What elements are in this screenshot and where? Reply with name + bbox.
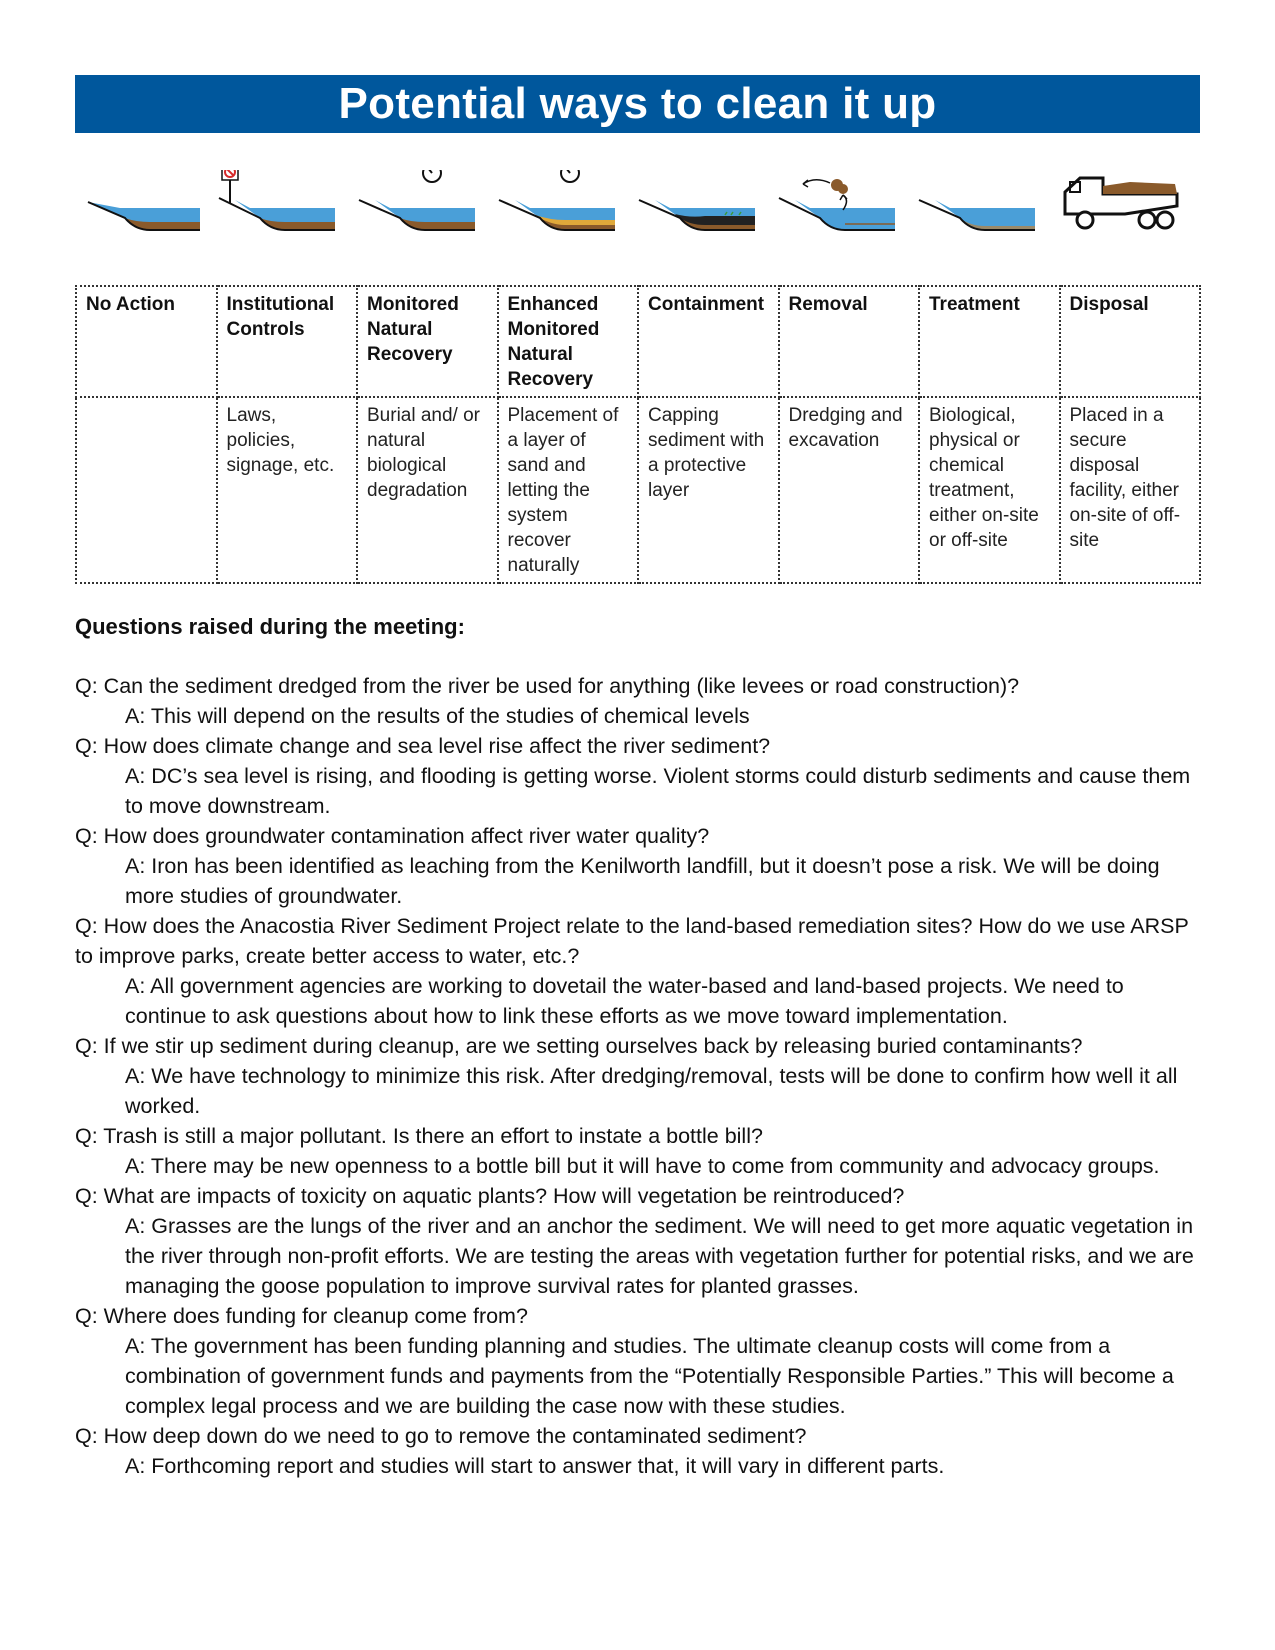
qa-heading: Questions raised during the meeting: [75,614,465,639]
timer-icon [355,170,495,250]
cap-layer-icon [635,170,775,250]
method-description: Placement of a layer of sand and letting the system recover naturally [498,397,639,583]
answer: A: There may be new openness to a bottle bill but it will have to come from community and advocacy groups. [125,1154,1160,1178]
qa-section [75,612,1205,1481]
method-description: Laws, policies, signage, etc. [217,397,358,583]
question: Q: How does climate change and sea level rise affect the river sediment? [75,734,771,758]
method-description: Dredging and excavation [779,397,920,583]
method-name: Institutional Controls [217,286,358,397]
question: Q: Can the sediment dredged from the river be used for anything (like levees or road construction)? [75,674,1020,698]
method-description: Biological, physical or chemical treatment, either on-site or off-site [919,397,1060,583]
answer: A: DC’s sea level is rising, and flooding is getting worse. Violent storms could disturb sediments and cause them to move downstream. [125,764,1191,818]
question: Q: What are impacts of toxicity on aquatic plants? How will vegetation be reintroduced? [75,1184,905,1208]
method-name: Monitored Natural Recovery [357,286,498,397]
method-name: No Action [76,286,217,397]
page-title: Potential ways to clean it up [75,75,1200,133]
answer: A: We have technology to minimize this risk. After dredging/removal, tests will be done to confirm how well it all worked. [125,1064,1178,1118]
cleanup-methods-table [75,285,1201,584]
table-header-row [76,286,1200,397]
table-row [76,397,1200,583]
question: Q: How does the Anacostia River Sediment Project relate to the land-based remediation sites? How do we use ARSP to improve parks, create better access to water, etc.? [75,914,1189,968]
answer: A: All government agencies are working to dovetail the water-based and land-based projects. We need to continue to ask questions about how to link these efforts as we move toward implementation. [125,974,1124,1028]
riverbank-diagram-icon [80,170,220,250]
answer: A: Iron has been identified as leaching from the Kenilworth landfill, but it doesn’t pose a risk. We will be doing more studies of groundwater. [125,854,1160,908]
method-description [76,397,217,583]
timer-icon [495,170,635,250]
question: Q: How does groundwater contamination affect river water quality? [75,824,710,848]
method-description: Capping sediment with a protective layer [638,397,779,583]
dump-truck-icon [1055,170,1195,250]
question: Q: How deep down do we need to go to remove the contaminated sediment? [75,1424,807,1448]
treated-sediment-icon [915,170,1055,250]
method-name: Removal [779,286,920,397]
answer: A: Forthcoming report and studies will start to answer that, it will vary in different parts. [125,1454,945,1478]
question: Q: Where does funding for cleanup come from? [75,1304,528,1328]
method-name: Disposal [1060,286,1201,397]
answer: A: This will depend on the results of the studies of chemical levels [125,704,750,728]
question: Q: Trash is still a major pollutant. Is there an effort to instate a bottle bill? [75,1124,763,1148]
method-description: Burial and/ or natural biological degradation [357,397,498,583]
dredge-icon [775,170,915,250]
no-entry-sign-icon [215,170,355,250]
method-name: Treatment [919,286,1060,397]
method-icons-row [75,170,1200,250]
question: Q: If we stir up sediment during cleanup, are we setting ourselves back by releasing buried contaminants? [75,1034,1083,1058]
method-description: Placed in a secure disposal facility, either on-site of off-site [1060,397,1201,583]
method-name: Enhanced Monitored Natural Recovery [498,286,639,397]
method-name: Containment [638,286,779,397]
answer: A: The government has been funding planning and studies. The ultimate cleanup costs will come from a combination of government funds and payments from the “Potentially Responsible Parties.” This will become a complex legal process and we are building the case now with these studies. [125,1334,1174,1418]
answer: A: Grasses are the lungs of the river and an anchor the sediment. We will need to get more aquatic vegetation in the river through non-profit efforts. We are testing the areas with vegetation further for potential risks, and we are managing the goose population to improve survival rates for planted grasses. [125,1214,1194,1298]
